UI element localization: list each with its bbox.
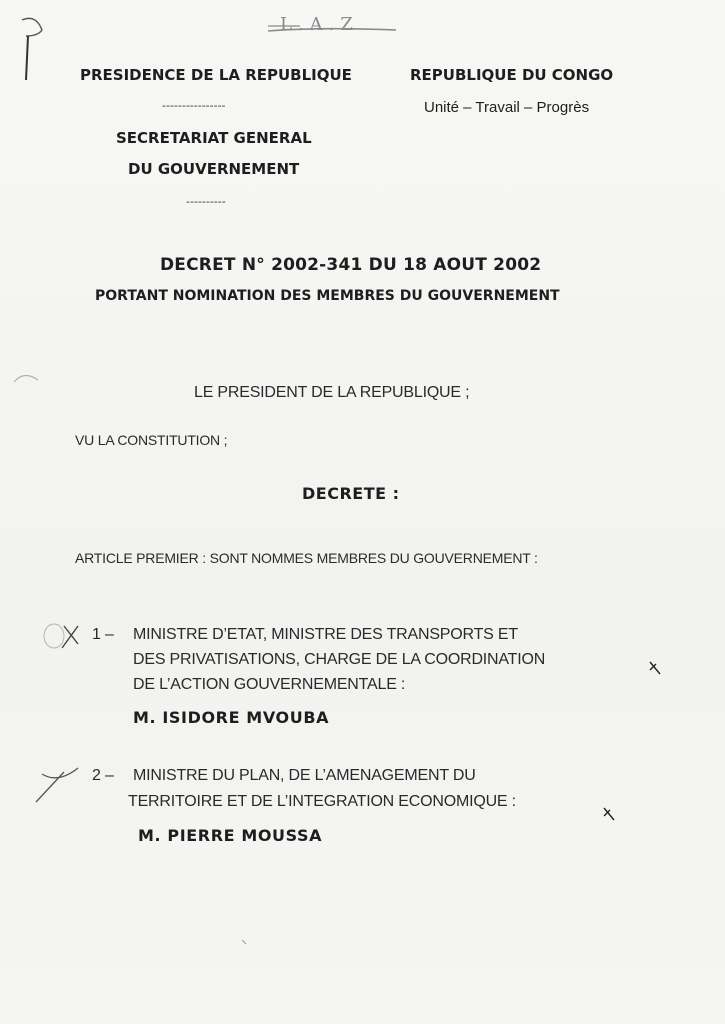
- decrete-heading: DECRETE :: [302, 484, 400, 503]
- item-1-number: 1 –: [92, 626, 114, 643]
- top-stamp: L.A.Z: [280, 14, 359, 35]
- item-2-line-1: MINISTRE DU PLAN, DE L’AMENAGEMENT DU: [133, 767, 476, 784]
- decree-title: DECRET N° 2002-341 DU 18 AOUT 2002: [160, 255, 542, 275]
- handwritten-x-mark: [34, 618, 94, 658]
- item-2-line-2: TERRITOIRE ET DE L’INTEGRATION ECONOMIQUE :: [128, 793, 516, 810]
- tick-mark-1: [646, 658, 666, 678]
- article-premier: ARTICLE PREMIER : SONT NOMMES MEMBRES DU GOUVERNEMENT :: [75, 550, 538, 566]
- paper-speck: [240, 938, 250, 948]
- item-1-person: M. ISIDORE MVOUBA: [133, 708, 330, 727]
- handwritten-x-mark-2: [28, 762, 98, 812]
- header-gouvernement: DU GOUVERNEMENT: [128, 160, 300, 178]
- item-2-number: 2 –: [92, 767, 114, 784]
- item-1-line-3: DE L’ACTION GOUVERNEMENTALE :: [133, 676, 406, 693]
- president-line: LE PRESIDENT DE LA REPUBLIQUE ;: [194, 384, 470, 401]
- header-separator-2: ----------: [186, 195, 226, 208]
- item-1-line-1: MINISTRE D’ETAT, MINISTRE DES TRANSPORTS ET: [133, 626, 518, 643]
- header-secretariat: SECRETARIAT GENERAL: [116, 129, 312, 147]
- item-2-person: M. PIERRE MOUSSA: [138, 826, 323, 845]
- margin-scribble: [4, 364, 64, 404]
- header-separator-1: ----------------: [162, 99, 226, 112]
- stamp-strike-mark: [0, 0, 725, 60]
- header-motto: Unité – Travail – Progrès: [424, 99, 590, 116]
- tick-mark-2: [600, 804, 620, 824]
- vu-constitution: VU LA CONSTITUTION ;: [75, 432, 228, 448]
- header-republique-congo: REPUBLIQUE DU CONGO: [410, 66, 614, 84]
- item-1-line-2: DES PRIVATISATIONS, CHARGE DE LA COORDINATION: [133, 651, 546, 668]
- header-presidence: PRESIDENCE DE LA REPUBLIQUE: [80, 66, 352, 84]
- handwritten-corner-mark: [8, 6, 88, 96]
- decree-subtitle: PORTANT NOMINATION DES MEMBRES DU GOUVERNEMENT: [95, 288, 560, 304]
